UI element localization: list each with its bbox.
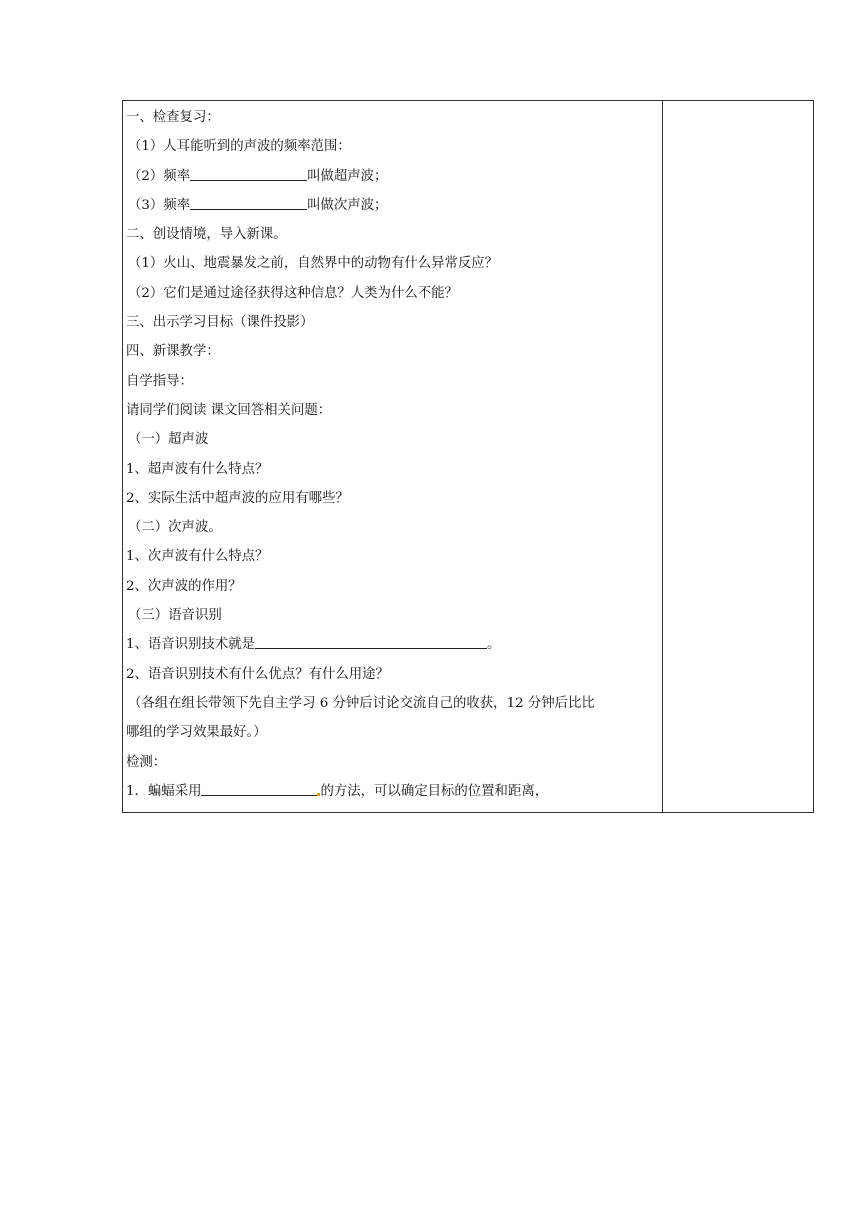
group-instruction: （各组在组长带领下先自主学习 6 分钟后讨论交流自己的收获，12 分钟后比比 [128,695,595,711]
lesson-content-cell [126,103,658,806]
section-goals-heading: 三、出示学习目标（课件投影） [126,315,314,331]
review-question-3: （3）频率 叫做次声波； [126,191,658,220]
speech-question-2: 2、语音识别技术有什么优点？有什么用途？ [126,666,389,682]
section-review-heading: 一、检查复习： [126,110,220,125]
review-question-2: （2）频率 叫做超声波； [126,162,658,191]
infrasound-question-2: 2、次声波的作用？ [126,578,242,594]
section-scenario-heading: 二、创设情境，导入新课。 [126,227,287,243]
infrasound-question-1: 1、次声波有什么特点？ [126,549,269,565]
review-question-1: （1）人耳能听到的声波的频率范围： [128,139,351,155]
scenario-question-2: （2）它们是通过途径获得这种信息？人类为什么不能？ [128,285,458,301]
fill-blank[interactable] [190,166,307,181]
subsection-ultrasound: （一）超声波 [128,432,209,448]
notes-cell [663,101,813,812]
ultrasound-question-2: 2、实际生活中超声波的应用有哪些？ [126,490,349,506]
test-label: 检测： [126,754,167,770]
test-question-1: 1．蝙蝠采用 的方法，可以确定目标的位置和距离， [126,777,658,806]
subsection-infrasound: （二）次声波。 [128,520,222,536]
fill-blank[interactable] [190,195,307,210]
group-instruction-continued: 哪组的学习效果最好。） [126,725,267,741]
subsection-speech-recognition: （三）语音识别 [128,608,222,624]
reading-instruction: 请同学们阅读 课文回答相关问题： [126,402,332,418]
ultrasound-question-1: 1、超声波有什么特点？ [126,461,269,477]
fill-blank[interactable] [255,634,487,649]
section-new-lesson-heading: 四、新课教学： [126,344,220,360]
fill-blank[interactable] [201,781,319,796]
scenario-question-1: （1）火山、地震暴发之前，自然界中的动物有什么异常反应？ [128,256,499,272]
self-study-label: 自学指导： [126,373,193,389]
speech-question-1: 1、语音识别技术就是 。 [126,630,658,659]
